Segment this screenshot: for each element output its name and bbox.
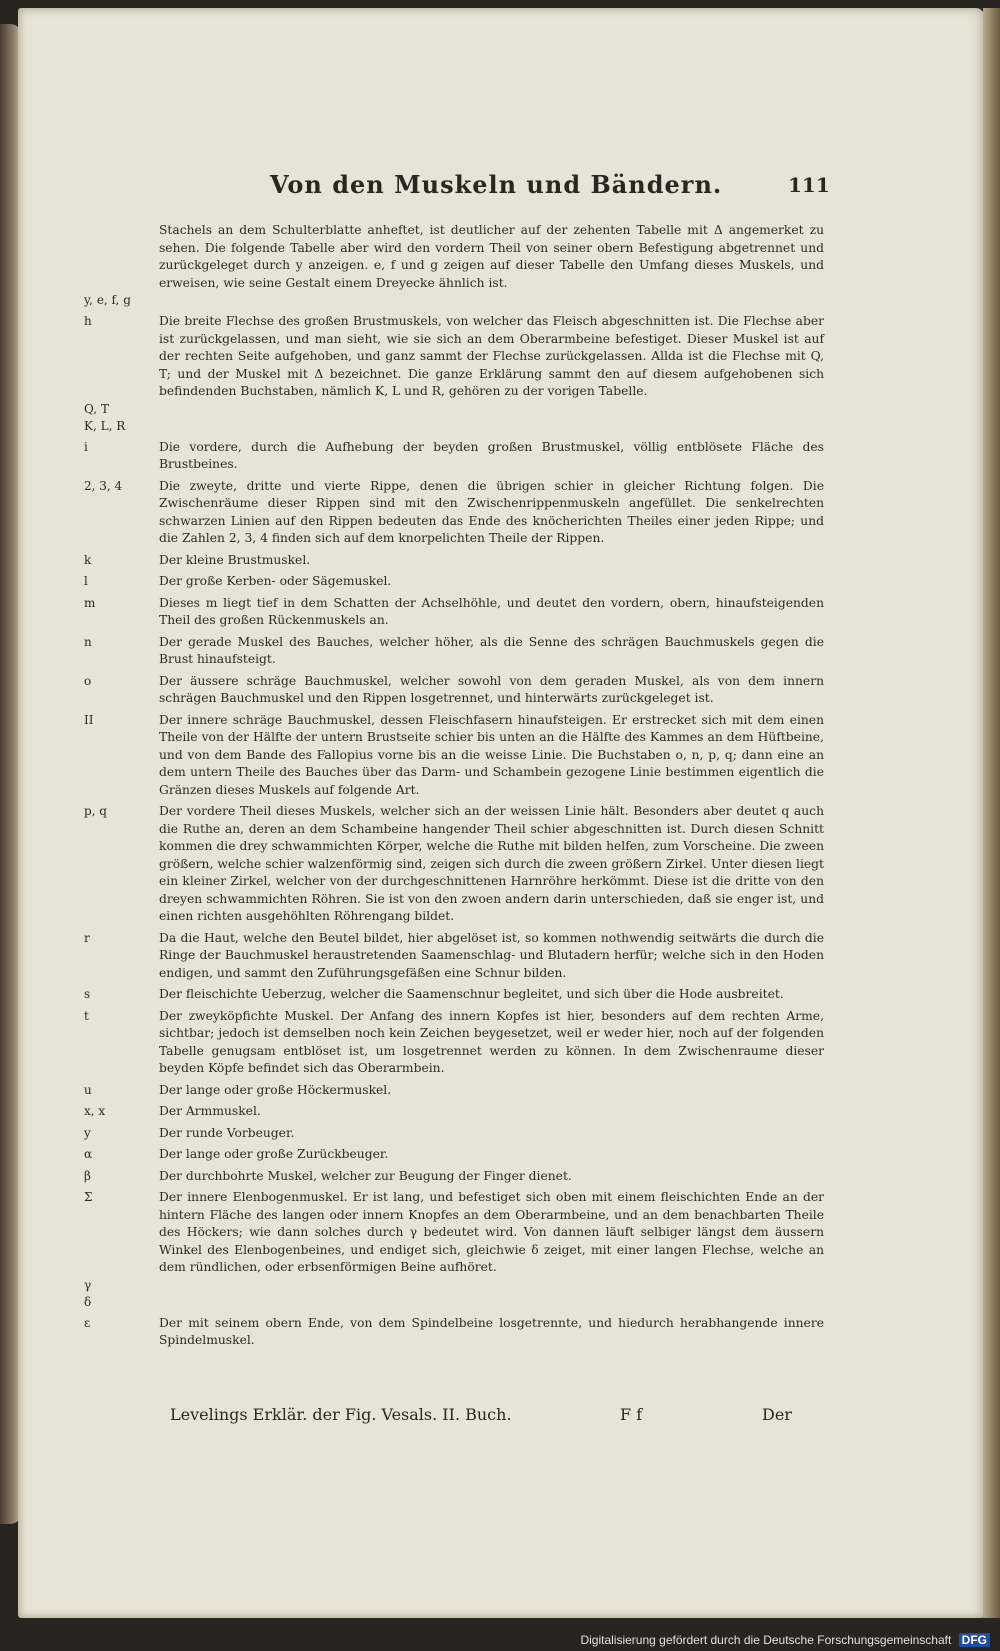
entry-text: Dieses m liegt tief in dem Schatten der Achselhöhle, und deutet den vordern, obern, hinaufsteigenden Theil des großen Rückenmuskels an. — [159, 595, 824, 627]
entry — [84, 292, 824, 309]
entry — [84, 1189, 824, 1277]
entry — [84, 222, 824, 292]
margin-label: p, q — [84, 804, 107, 818]
entry-text — [159, 292, 824, 309]
running-header — [270, 170, 830, 210]
entry — [84, 401, 824, 418]
entry — [84, 418, 824, 435]
running-title: Von den Muskeln und Bändern. — [270, 170, 723, 199]
margin-label: γ — [84, 1277, 92, 1292]
margin-label: h — [84, 314, 92, 328]
margin-label: s — [84, 987, 91, 1001]
entry-text: Der innere schräge Bauchmuskel, dessen Fleischfasern hinaufsteigen. Er erstrecket sich mit dem einen Theile von der Hälfte der untern Brustseite schier bis unten an die Hälfte des Kammes an dem Hüftbeine, und von dem Bande des Fallopius vorne bis an die weisse Linie. Die Buchstaben o, n, p, q; dann eine an dem untern Theile des Bauches über das Darm- und Schambein gezogene Linie bestimmen eigentlich die Gränzen dieses Muskels auf folgende Art. — [159, 712, 824, 797]
margin-label: r — [84, 930, 90, 945]
catchword: Der — [762, 1405, 792, 1424]
margin-label: β — [84, 1168, 91, 1183]
margin-label: ε — [84, 1315, 91, 1330]
margin-label: Σ — [84, 1190, 93, 1204]
margin-label: l — [84, 574, 88, 588]
entry — [84, 573, 824, 591]
footer-title: Levelings Erklär. der Fig. Vesals. II. Buch. — [170, 1405, 512, 1424]
margin-label: o — [84, 673, 92, 688]
entry — [84, 986, 824, 1004]
entry-text: Die breite Flechse des großen Brustmuskels, von welcher das Fleisch abgeschnitten ist. Die Flechse aber ist zurückgelassen, und man sieht, wie sie sich an dem Oberarmbeine befestiget. Dieser Muskel ist auf der rechten Seite aufgehoben, und ganz sammt der Flechse zurückgelassen. Allda ist die Flechse mit Q, T; und der Muskel mit Δ bezeichnet. Die ganze Erklärung sammt den auf diesem aufgehobenen sich befindenden Buchstaben, nämlich K, L und R, gehören zu der vorigen Tabelle. — [159, 314, 824, 398]
margin-label: u — [84, 1082, 92, 1097]
credit-line — [580, 1633, 990, 1647]
entry — [84, 803, 824, 926]
entry — [84, 634, 824, 669]
margin-label: x, x — [84, 1104, 106, 1118]
entry-text: Der große Kerben- oder Sägemuskel. — [159, 574, 392, 588]
entry-text: Der durchbohrte Muskel, welcher zur Beugung der Finger dienet. — [159, 1168, 572, 1183]
entry — [84, 439, 824, 474]
margin-label: Q, T — [84, 401, 109, 416]
entry — [84, 1168, 824, 1186]
margin-label: II — [84, 712, 94, 727]
margin-label: y — [84, 1125, 91, 1140]
entry-text: Da die Haut, welche den Beutel bildet, hier abgelöset ist, so kommen nothwendig seitwärts die durch die Ringe der Bauchmuskel heraustretenden Saamenschlag- und Blutadern herfür; welche sich in den Hoden endigen, und sammt den Zuführungsgefäßen eine Schnur bilden. — [159, 930, 824, 980]
entry-text: Der fleischichte Ueberzug, welcher die Saamenschnur begleitet, und sich über die Hode ausbreitet. — [159, 987, 784, 1001]
entry-text: Der zweyköpfichte Muskel. Der Anfang des innern Kopfes ist hier, besonders auf dem rechten Arme, sichtbar; jedoch ist demselben noch kein Zeichen beygesetzet, weil er weder hier, noch auf der folgenden Tabelle genugsam entblöset ist, um losgetrennet werden zu können. In dem Zwischenraume dieser beyden Köpfe befindet sich das Oberarmbein. — [159, 1008, 824, 1075]
entry — [84, 552, 824, 570]
entry — [84, 673, 824, 708]
entry-text — [159, 1294, 824, 1311]
entry-text: Der vordere Theil dieses Muskels, welcher sich an der weissen Linie hält. Besonders aber deutet q auch die Ruthe an, deren an dem Schambeine hangender Theil schier abgeschnitten ist. Durch diesen Schnitt kommen die drey schwammichten Körper, welche die Ruthe mit bilden helfen, zum Vorscheine. Die zween größern, welche schier walzenförmig sind, zeigen sich durch die zween größern Zirkel. Unter diesen liegt ein kleiner Zirkel, welcher von der durchgeschnittenen Harnröhre herkömmt. Diese ist die dritte von den dreyen schwammichten Röhren. Sie ist von den zwoen andern darin unterschieden, daß sie enger ist, und einen richten ausgehöhlten Röhrengang bildet. — [159, 804, 824, 923]
entry-text: Der Armmuskel. — [159, 1104, 261, 1118]
entry-text — [159, 401, 824, 418]
entry — [84, 1103, 824, 1121]
entry — [84, 1277, 824, 1294]
margin-label: i — [84, 439, 88, 454]
page-body — [84, 222, 824, 1354]
margin-label: k — [84, 552, 92, 567]
page-footer — [170, 1405, 810, 1435]
entry-text: Die zweyte, dritte und vierte Rippe, denen die übrigen schier in gleicher Richtung folgen. Die Zwischenräume dieser Rippen sind mit den Zwischenrippenmuskeln angefüllet. Die senkelrechten schwarzen Linien auf den Rippen bedeuten das Ende des knöcherichten Theiles einer jeden Rippe; und die Zahlen 2, 3, 4 finden sich auf dem knorpelichten Theile der Rippen. — [159, 478, 824, 545]
entry — [84, 595, 824, 630]
entry — [84, 1125, 824, 1143]
margin-label: α — [84, 1147, 93, 1161]
margin-label: δ — [84, 1294, 92, 1309]
entry — [84, 478, 824, 548]
entry-text: Stachels an dem Schulterblatte anheftet, ist deutlicher auf der zehenten Tabelle mit Δ angemerket zu sehen. Die folgende Tabelle aber wird den vordern Theil von seiner obern Befestigung abgetrennet und zurückgeleget durch y anzeigen. e, f und g zeigen auf dieser Tabelle den Umfang dieses Muskels, und erweisen, wie seine Gestalt einem Dreyecke ähnlich ist. — [159, 223, 824, 290]
entry — [84, 1008, 824, 1078]
margin-label: n — [84, 634, 92, 649]
entry-text: Die vordere, durch die Aufhebung der beyden großen Brustmuskel, völlig entblösete Fläche des Brustbeines. — [159, 439, 824, 471]
entry-text: Der innere Elenbogenmuskel. Er ist lang, und befestiget sich oben mit einem fleischichten Ende an der hintern Fläche des langen oder innern Knopfes an dem Oberarmbeine, und an dem benachbarten Theile des Höckers; wie dann solches durch γ bedeutet wird. Von dannen läuft selbiger längst dem äussern Winkel des Elenbogenbeines, und endiget sich, gleichwie δ zeiget, mit einer langen Flechse, welche an dem ründlichen, oder erbsenförmigen Beine aufhöret. — [159, 1190, 824, 1274]
margin-label: 2, 3, 4 — [84, 478, 123, 493]
entry-text: Der lange oder große Höckermuskel. — [159, 1082, 392, 1097]
entry — [84, 1294, 824, 1311]
entry — [84, 1082, 824, 1100]
margin-label: m — [84, 595, 96, 610]
entry — [84, 1146, 824, 1164]
page-edge — [983, 8, 1000, 1618]
margin-label: K, L, R — [84, 418, 126, 433]
entry — [84, 1315, 824, 1350]
entry-text — [159, 418, 824, 435]
entry — [84, 930, 824, 983]
page-number: 111 — [788, 173, 830, 197]
margin-label: t — [84, 1008, 89, 1023]
entry-text: Der runde Vorbeuger. — [159, 1125, 295, 1140]
entry-text: Der gerade Muskel des Bauches, welcher höher, als die Senne des schrägen Bauchmuskels gegen die Brust hinaufsteigt. — [159, 634, 824, 666]
signature-mark: F f — [620, 1405, 643, 1424]
entry-text: Der mit seinem obern Ende, von dem Spindelbeine losgetrennte, und hiedurch herabhangende innere Spindelmuskel. — [159, 1315, 824, 1347]
entry-text: Der lange oder große Zurückbeuger. — [159, 1147, 389, 1161]
entry-text — [159, 1277, 824, 1294]
entry-text: Der kleine Brustmuskel. — [159, 552, 311, 567]
dfg-logo: DFG — [959, 1633, 990, 1647]
credit-text: Digitalisierung gefördert durch die Deutsche Forschungsgemeinschaft — [580, 1633, 952, 1647]
entry-text: Der äussere schräge Bauchmuskel, welcher sowohl von dem geraden Muskel, als von dem innern schrägen Bauchmuskel und den Rippen losgetrennet, und hinterwärts zurückgeleget ist. — [159, 673, 824, 705]
margin-label: y, e, f, g — [84, 293, 131, 307]
entry — [84, 313, 824, 401]
entry — [84, 712, 824, 800]
